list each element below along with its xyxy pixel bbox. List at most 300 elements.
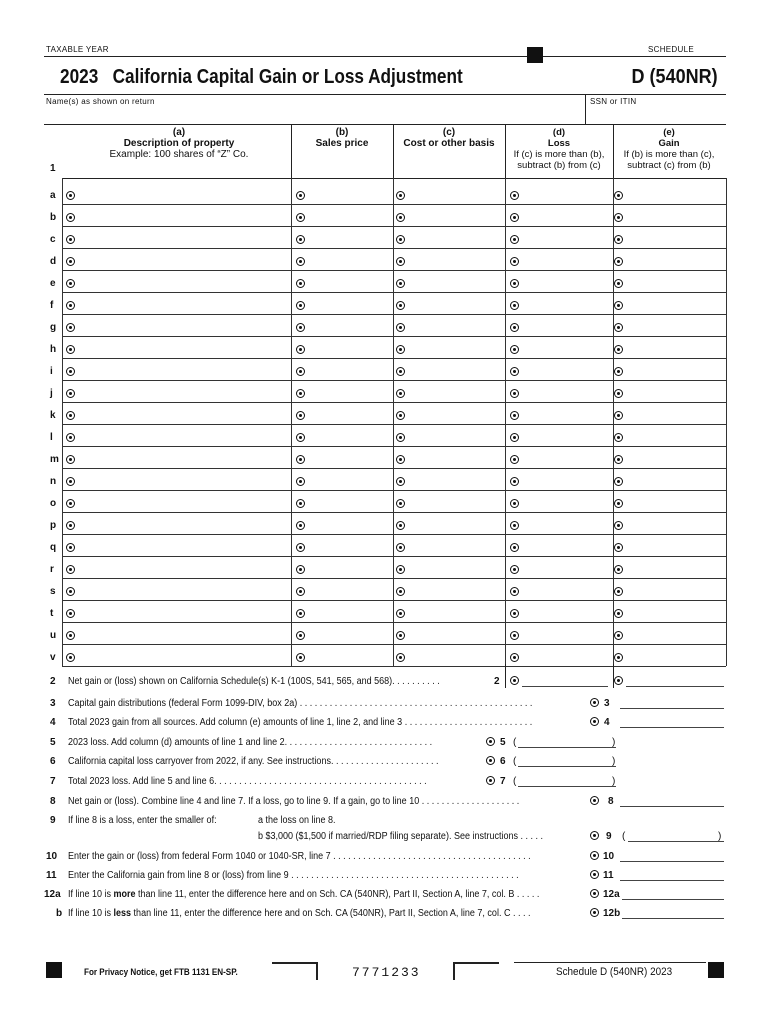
line-10-bullet-icon <box>590 851 599 860</box>
line-1-sales-price-input[interactable] <box>307 384 389 402</box>
line-1-description-input[interactable] <box>77 340 287 358</box>
line-11-ref: 11 <box>603 870 614 881</box>
line-3-number: 3 <box>50 698 56 709</box>
description-bullet-icon <box>66 345 75 354</box>
line-1-gain-input[interactable] <box>625 450 721 468</box>
line-1-gain-input[interactable] <box>625 186 721 204</box>
line-1-loss-input[interactable] <box>521 384 609 402</box>
line-1-cost-basis-input[interactable] <box>407 626 501 644</box>
description-bullet-icon <box>66 389 75 398</box>
line-1-gain-input[interactable] <box>625 384 721 402</box>
line-4-text: Total 2023 gain from all sources. Add column (e) amounts of line 1, line 2, and line 3 . . . . . . . . . . . . . . . . . . . . . . . . . . <box>68 717 533 728</box>
line-1-gain-input[interactable] <box>625 648 721 666</box>
sales-price-bullet-icon <box>296 257 305 266</box>
line-1-cost-basis-input[interactable] <box>407 494 501 512</box>
line-1-cost-basis-input[interactable] <box>407 230 501 248</box>
line-2-d-bullet-icon <box>510 676 519 685</box>
gain-bullet-icon <box>614 301 623 310</box>
line-1-cost-basis-input[interactable] <box>407 296 501 314</box>
loss-bullet-icon <box>510 477 519 486</box>
line-1-loss-input[interactable] <box>521 538 609 556</box>
loss-bullet-icon <box>510 411 519 420</box>
footer-mark-left <box>46 962 62 978</box>
line-1-description-input[interactable] <box>77 274 287 292</box>
description-bullet-icon <box>66 631 75 640</box>
line-1-description-input[interactable] <box>77 318 287 336</box>
sales-price-bullet-icon <box>296 301 305 310</box>
line-1-cost-basis-input[interactable] <box>407 252 501 270</box>
gain-bullet-icon <box>614 433 623 442</box>
line-4-input[interactable] <box>620 709 724 728</box>
line-1-description-input[interactable] <box>77 516 287 534</box>
gain-bullet-icon <box>614 653 623 662</box>
taxable-year-label: TAXABLE YEAR <box>46 45 109 54</box>
line-10-input[interactable] <box>620 843 724 862</box>
line-1-gain-input[interactable] <box>625 604 721 622</box>
line-5-ref: 5 <box>500 737 506 748</box>
line-1-loss-input[interactable] <box>521 208 609 226</box>
ssn-label: SSN or ITIN <box>590 97 637 106</box>
description-bullet-icon <box>66 191 75 200</box>
sales-price-bullet-icon <box>296 235 305 244</box>
cost-basis-bullet-icon <box>396 609 405 618</box>
row-letter: q <box>50 542 57 553</box>
line-1-loss-input[interactable] <box>521 560 609 578</box>
loss-bullet-icon <box>510 191 519 200</box>
cost-basis-bullet-icon <box>396 653 405 662</box>
sales-price-bullet-icon <box>296 565 305 574</box>
line-1-loss-input[interactable] <box>521 450 609 468</box>
gain-bullet-icon <box>614 587 623 596</box>
row-letter: m <box>50 454 59 465</box>
line-1-description-input[interactable] <box>77 362 287 380</box>
line-12b-bullet-icon <box>590 908 599 917</box>
line-1-description-input[interactable] <box>77 186 287 204</box>
line-1-loss-input[interactable] <box>521 626 609 644</box>
line-1-loss-input[interactable] <box>521 362 609 380</box>
line-2-ref: 2 <box>494 676 500 687</box>
cost-basis-bullet-icon <box>396 257 405 266</box>
sales-price-bullet-icon <box>296 455 305 464</box>
column-e-header: (e) Gain If (b) is more than (c), subtract (c) from (b) <box>623 127 715 171</box>
line-1-cost-basis-input[interactable] <box>407 318 501 336</box>
row-letter: f <box>50 300 54 311</box>
line-8-bullet-icon <box>590 796 599 805</box>
sales-price-bullet-icon <box>296 411 305 420</box>
loss-bullet-icon <box>510 389 519 398</box>
line-2-text: Net gain or (loss) shown on California Schedule(s) K-1 (100S, 541, 565, and 568). . . . . . . . . . <box>68 676 440 687</box>
line-5-bullet-icon <box>486 737 495 746</box>
loss-bullet-icon <box>510 323 519 332</box>
line-1-loss-input[interactable] <box>521 340 609 358</box>
line-1-cost-basis-input[interactable] <box>407 538 501 556</box>
row-letter: l <box>50 432 53 443</box>
line-1-description-input[interactable] <box>77 384 287 402</box>
line-1-cost-basis-input[interactable] <box>407 274 501 292</box>
sales-price-bullet-icon <box>296 367 305 376</box>
description-bullet-icon <box>66 565 75 574</box>
line-1-sales-price-input[interactable] <box>307 472 389 490</box>
line-1-sales-price-input[interactable] <box>307 626 389 644</box>
cost-basis-bullet-icon <box>396 367 405 376</box>
line-1-sales-price-input[interactable] <box>307 428 389 446</box>
line-1-description-input[interactable] <box>77 626 287 644</box>
sales-price-bullet-icon <box>296 653 305 662</box>
line-1-description-input[interactable] <box>77 494 287 512</box>
sales-price-bullet-icon <box>296 631 305 640</box>
line-1-gain-input[interactable] <box>625 626 721 644</box>
line-11-input[interactable] <box>620 862 724 881</box>
gain-bullet-icon <box>614 345 623 354</box>
loss-bullet-icon <box>510 279 519 288</box>
line-1-loss-input[interactable] <box>521 582 609 600</box>
form-title: 2023 California Capital Gain or Loss Adjustment <box>60 66 463 88</box>
line-1-loss-input[interactable] <box>521 494 609 512</box>
line-1-sales-price-input[interactable] <box>307 450 389 468</box>
sales-price-bullet-icon <box>296 433 305 442</box>
line-4-ref: 4 <box>604 717 610 728</box>
column-d-header: (d) Loss If (c) is more than (b), subtract (b) from (c) <box>513 127 605 171</box>
line-9a-text: a the loss on line 8. <box>258 815 336 826</box>
line-5-input[interactable] <box>518 729 616 748</box>
gain-bullet-icon <box>614 389 623 398</box>
loss-bullet-icon <box>510 499 519 508</box>
line-2-loss-input[interactable] <box>522 668 608 687</box>
names-label: Name(s) as shown on return <box>46 97 155 106</box>
loss-bullet-icon <box>510 565 519 574</box>
line-3-ref: 3 <box>604 698 610 709</box>
cost-basis-bullet-icon <box>396 411 405 420</box>
line-1-sales-price-input[interactable] <box>307 230 389 248</box>
line-4-number: 4 <box>50 717 56 728</box>
line-1-cost-basis-input[interactable] <box>407 384 501 402</box>
line-1-description-input[interactable] <box>77 296 287 314</box>
line-1-cost-basis-input[interactable] <box>407 362 501 380</box>
line-1-cost-basis-input[interactable] <box>407 406 501 424</box>
line-2-gain-input[interactable] <box>626 668 724 687</box>
line-1-cost-basis-input[interactable] <box>407 648 501 666</box>
row-letter: i <box>50 366 53 377</box>
line-1-description-input[interactable] <box>77 208 287 226</box>
cost-basis-bullet-icon <box>396 565 405 574</box>
gain-bullet-icon <box>614 609 623 618</box>
gain-bullet-icon <box>614 323 623 332</box>
row-letter: n <box>50 476 57 487</box>
cost-basis-bullet-icon <box>396 279 405 288</box>
line-1-description-input[interactable] <box>77 560 287 578</box>
cost-basis-bullet-icon <box>396 213 405 222</box>
line-1-description-input[interactable] <box>77 450 287 468</box>
line-1-sales-price-input[interactable] <box>307 494 389 512</box>
line-1-description-input[interactable] <box>77 230 287 248</box>
line-8-text: Net gain or (loss). Combine line 4 and line 7. If a loss, go to line 9. If a gain, go to line 10 . . . . . . . . . . . . . . . . . . . . <box>68 796 520 807</box>
line-1-loss-input[interactable] <box>521 516 609 534</box>
line-1-loss-input[interactable] <box>521 230 609 248</box>
cost-basis-bullet-icon <box>396 433 405 442</box>
line-1-sales-price-input[interactable] <box>307 252 389 270</box>
sales-price-bullet-icon <box>296 213 305 222</box>
line-12a-text: If line 10 is more than line 11, enter the difference here and on Sch. CA (540NR), Part II, Section A, line 7, col. B . . . . . <box>68 889 540 900</box>
row-letter: h <box>50 344 57 355</box>
line-9-input[interactable] <box>628 823 724 842</box>
line-1-gain-input[interactable] <box>625 428 721 446</box>
line-1-cost-basis-input[interactable] <box>407 208 501 226</box>
description-bullet-icon <box>66 301 75 310</box>
loss-bullet-icon <box>510 367 519 376</box>
line-12b-number: b <box>56 908 63 919</box>
sales-price-bullet-icon <box>296 389 305 398</box>
line-1-sales-price-input[interactable] <box>307 406 389 424</box>
description-bullet-icon <box>66 455 75 464</box>
sales-price-bullet-icon <box>296 609 305 618</box>
cost-basis-bullet-icon <box>396 345 405 354</box>
gain-bullet-icon <box>614 235 623 244</box>
schedule-id: D (540NR) <box>631 66 718 88</box>
gain-bullet-icon <box>614 411 623 420</box>
row-letter: b <box>50 212 57 223</box>
gain-bullet-icon <box>614 499 623 508</box>
loss-bullet-icon <box>510 543 519 552</box>
line-1-description-input[interactable] <box>77 252 287 270</box>
gain-bullet-icon <box>614 455 623 464</box>
cost-basis-bullet-icon <box>396 301 405 310</box>
cost-basis-bullet-icon <box>396 389 405 398</box>
line-1-gain-input[interactable] <box>625 318 721 336</box>
line-1-description-input[interactable] <box>77 582 287 600</box>
line-5-number: 5 <box>50 737 56 748</box>
line-1-gain-input[interactable] <box>625 274 721 292</box>
privacy-notice: For Privacy Notice, get FTB 1131 EN-SP. <box>84 967 238 977</box>
gain-bullet-icon <box>614 477 623 486</box>
description-bullet-icon <box>66 499 75 508</box>
line-1-description-input[interactable] <box>77 604 287 622</box>
sales-price-bullet-icon <box>296 543 305 552</box>
line-1-gain-input[interactable] <box>625 208 721 226</box>
line-7-input[interactable] <box>518 768 616 787</box>
description-bullet-icon <box>66 213 75 222</box>
line-12b-ref: 12b <box>603 908 621 919</box>
description-bullet-icon <box>66 609 75 618</box>
line-1-gain-input[interactable] <box>625 494 721 512</box>
row-letter: o <box>50 498 57 509</box>
cost-basis-bullet-icon <box>396 455 405 464</box>
line-1-sales-price-input[interactable] <box>307 274 389 292</box>
line-1-sales-price-input[interactable] <box>307 340 389 358</box>
line-6-number: 6 <box>50 756 56 767</box>
line-2-number: 2 <box>50 676 56 687</box>
row-letter: v <box>50 652 56 663</box>
line-1-cost-basis-input[interactable] <box>407 582 501 600</box>
row-letter: g <box>50 322 57 333</box>
line-1-loss-input[interactable] <box>521 318 609 336</box>
footer-schedule: Schedule D (540NR) 2023 <box>556 966 673 978</box>
line-1-sales-price-input[interactable] <box>307 296 389 314</box>
line-8-number: 8 <box>50 796 56 807</box>
description-bullet-icon <box>66 411 75 420</box>
line-12a-bullet-icon <box>590 889 599 898</box>
row-letter: e <box>50 278 56 289</box>
description-bullet-icon <box>66 323 75 332</box>
line-1-loss-input[interactable] <box>521 186 609 204</box>
description-bullet-icon <box>66 433 75 442</box>
line-1-loss-input[interactable] <box>521 296 609 314</box>
row-letter: d <box>50 256 57 267</box>
line-5-text: 2023 loss. Add column (d) amounts of line 1 and line 2. . . . . . . . . . . . . . . . . . . . . . . . . . . . . . <box>68 737 433 748</box>
cost-basis-bullet-icon <box>396 499 405 508</box>
line-1-cost-basis-input[interactable] <box>407 472 501 490</box>
line-3-input[interactable] <box>620 690 724 709</box>
line-1-sales-price-input[interactable] <box>307 362 389 380</box>
cost-basis-bullet-icon <box>396 191 405 200</box>
description-bullet-icon <box>66 279 75 288</box>
line-1-gain-input[interactable] <box>625 230 721 248</box>
loss-bullet-icon <box>510 455 519 464</box>
sales-price-bullet-icon <box>296 521 305 530</box>
line-9-ref: 9 <box>606 831 612 842</box>
column-a-header: (a) Description of property Example: 100 shares of “Z” Co. <box>109 127 249 160</box>
gain-bullet-icon <box>614 543 623 552</box>
line-1-sales-price-input[interactable] <box>307 318 389 336</box>
line-1-loss-input[interactable] <box>521 252 609 270</box>
line-1-sales-price-input[interactable] <box>307 208 389 226</box>
line-1-loss-input[interactable] <box>521 428 609 446</box>
line-1-cost-basis-input[interactable] <box>407 560 501 578</box>
loss-bullet-icon <box>510 301 519 310</box>
line-1-gain-input[interactable] <box>625 362 721 380</box>
line-1-sales-price-input[interactable] <box>307 516 389 534</box>
line-12a-ref: 12a <box>603 889 620 900</box>
description-bullet-icon <box>66 587 75 596</box>
line-1-cost-basis-input[interactable] <box>407 340 501 358</box>
footer-mark-right <box>708 962 724 978</box>
loss-bullet-icon <box>510 587 519 596</box>
cost-basis-bullet-icon <box>396 543 405 552</box>
line-1-gain-input[interactable] <box>625 516 721 534</box>
loss-bullet-icon <box>510 235 519 244</box>
line-1-cost-basis-input[interactable] <box>407 604 501 622</box>
gain-bullet-icon <box>614 257 623 266</box>
schedule-label: SCHEDULE <box>648 45 694 54</box>
line-1-sales-price-input[interactable] <box>307 560 389 578</box>
line-9b-text: b $3,000 ($1,500 if married/RDP filing separate). See instructions . . . . . <box>258 831 543 842</box>
line-7-bullet-icon <box>486 776 495 785</box>
line-1-description-input[interactable] <box>77 472 287 490</box>
gain-bullet-icon <box>614 367 623 376</box>
cost-basis-bullet-icon <box>396 235 405 244</box>
line-1-gain-input[interactable] <box>625 406 721 424</box>
sales-price-bullet-icon <box>296 279 305 288</box>
form-code: 7771233 <box>352 965 421 980</box>
cost-basis-bullet-icon <box>396 323 405 332</box>
line-1-sales-price-input[interactable] <box>307 604 389 622</box>
sales-price-bullet-icon <box>296 587 305 596</box>
line-12b-input[interactable] <box>622 900 724 919</box>
line-1-loss-input[interactable] <box>521 604 609 622</box>
line-1-cost-basis-input[interactable] <box>407 186 501 204</box>
line-10-ref: 10 <box>603 851 615 862</box>
line-1-gain-input[interactable] <box>625 538 721 556</box>
loss-bullet-icon <box>510 653 519 662</box>
line-1-cost-basis-input[interactable] <box>407 428 501 446</box>
line-6-input[interactable] <box>518 748 616 767</box>
gain-bullet-icon <box>614 213 623 222</box>
gain-bullet-icon <box>614 521 623 530</box>
cost-basis-bullet-icon <box>396 521 405 530</box>
sales-price-bullet-icon <box>296 345 305 354</box>
cost-basis-bullet-icon <box>396 631 405 640</box>
line-1-number: 1 <box>50 163 56 174</box>
line-1-sales-price-input[interactable] <box>307 648 389 666</box>
line-1-gain-input[interactable] <box>625 560 721 578</box>
row-letter: j <box>50 388 53 399</box>
line-7-text: Total 2023 loss. Add line 5 and line 6. . . . . . . . . . . . . . . . . . . . . . . . . . . . . . . . . . . . . . . . . . . <box>68 776 427 787</box>
description-bullet-icon <box>66 477 75 486</box>
loss-bullet-icon <box>510 631 519 640</box>
gain-bullet-icon <box>614 631 623 640</box>
line-1-description-input[interactable] <box>77 406 287 424</box>
line-1-loss-input[interactable] <box>521 406 609 424</box>
line-1-loss-input[interactable] <box>521 472 609 490</box>
line-1-cost-basis-input[interactable] <box>407 516 501 534</box>
line-1-gain-input[interactable] <box>625 340 721 358</box>
sales-price-bullet-icon <box>296 499 305 508</box>
line-12b-text: If line 10 is less than line 11, enter the difference here and on Sch. CA (540NR), Part II, Section A, line 7, col. C . . . . <box>68 908 531 919</box>
loss-bullet-icon <box>510 345 519 354</box>
line-9-bullet-icon <box>590 831 599 840</box>
line-1-gain-input[interactable] <box>625 582 721 600</box>
line-1-description-input[interactable] <box>77 428 287 446</box>
sales-price-bullet-icon <box>296 323 305 332</box>
column-c-header: (c) Cost or other basis <box>403 127 495 149</box>
line-1-sales-price-input[interactable] <box>307 582 389 600</box>
line-1-loss-input[interactable] <box>521 648 609 666</box>
line-1-sales-price-input[interactable] <box>307 538 389 556</box>
line-1-description-input[interactable] <box>77 648 287 666</box>
description-bullet-icon <box>66 257 75 266</box>
row-letter: c <box>50 234 56 245</box>
line-4-bullet-icon <box>590 717 599 726</box>
line-6-bullet-icon <box>486 756 495 765</box>
row-letter: k <box>50 410 56 421</box>
row-letter: t <box>50 608 54 619</box>
gain-bullet-icon <box>614 191 623 200</box>
description-bullet-icon <box>66 653 75 662</box>
line-12a-input[interactable] <box>622 881 724 900</box>
line-2-e-bullet-icon <box>614 676 623 685</box>
line-1-gain-input[interactable] <box>625 472 721 490</box>
line-1-loss-input[interactable] <box>521 274 609 292</box>
line-1-description-input[interactable] <box>77 538 287 556</box>
description-bullet-icon <box>66 543 75 552</box>
line-3-bullet-icon <box>590 698 599 707</box>
line-1-gain-input[interactable] <box>625 252 721 270</box>
line-6-ref: 6 <box>500 756 506 767</box>
description-bullet-icon <box>66 521 75 530</box>
line-3-text: Capital gain distributions (federal Form 1099-DIV, box 2a) . . . . . . . . . . . . . . . . . . . . . . . . . . . . . . . . . . . . . . . . . . . . . . . <box>68 698 533 709</box>
row-letter: a <box>50 190 56 201</box>
row-letter: p <box>50 520 57 531</box>
line-10-number: 10 <box>46 851 58 862</box>
gain-bullet-icon <box>614 279 623 288</box>
line-7-ref: 7 <box>500 776 506 787</box>
line-6-text: California capital loss carryover from 2022, if any. See instructions. . . . . . . . . . . . . . . . . . . . . . <box>68 756 439 767</box>
line-1-cost-basis-input[interactable] <box>407 450 501 468</box>
line-1-sales-price-input[interactable] <box>307 186 389 204</box>
line-12a-number: 12a <box>44 889 61 900</box>
line-10-text: Enter the gain or (loss) from federal Form 1040 or 1040-SR, line 7 . . . . . . . . . . . . . . . . . . . . . . . . . . . . . . . . . . . . . . . . <box>68 851 531 862</box>
line-8-input[interactable] <box>620 788 724 807</box>
line-1-gain-input[interactable] <box>625 296 721 314</box>
